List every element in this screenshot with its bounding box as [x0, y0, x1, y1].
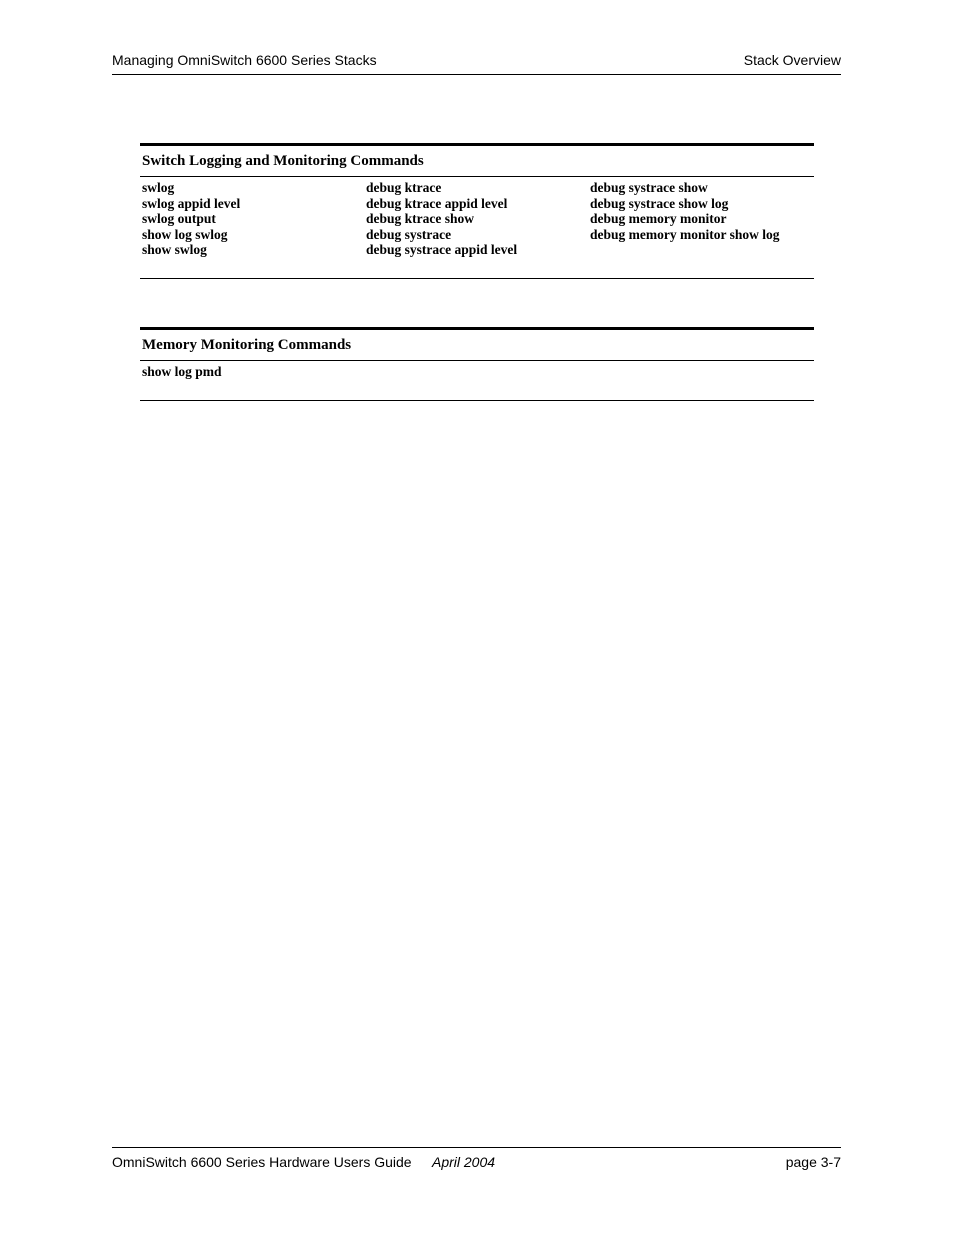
command-item: swlog appid level	[142, 195, 241, 211]
command-item: show log swlog	[142, 226, 228, 242]
guide-title: OmniSwitch 6600 Series Hardware Users Guide	[112, 1154, 412, 1170]
command-item: swlog output	[142, 211, 216, 227]
running-header	[112, 50, 841, 75]
running-footer	[112, 1147, 841, 1172]
command-item: swlog	[142, 180, 175, 195]
section-title: Stack Overview	[743, 52, 841, 68]
command-column-1	[142, 364, 222, 380]
command-item: show swlog	[142, 242, 207, 258]
command-item: debug ktrace appid level	[366, 195, 508, 211]
command-item: debug systrace show	[590, 180, 708, 195]
page-number: page 3-7	[785, 1154, 841, 1170]
command-item: show log pmd	[142, 364, 222, 379]
command-column-2	[366, 180, 517, 258]
command-column-1	[142, 180, 240, 258]
command-columns	[140, 361, 814, 400]
switch-logging-commands-table	[140, 143, 814, 279]
memory-monitoring-commands-table	[140, 327, 814, 401]
command-item: debug ktrace show	[366, 211, 475, 227]
table-title: Switch Logging and Monitoring Commands	[140, 146, 814, 177]
command-item: debug systrace show log	[590, 195, 729, 211]
publication-date: April 2004	[432, 1154, 496, 1170]
command-item: debug systrace	[366, 226, 452, 242]
command-column-3	[590, 180, 780, 242]
command-item: debug memory monitor	[590, 211, 727, 227]
command-item: debug systrace appid level	[366, 242, 518, 258]
command-item: debug memory monitor show log	[590, 226, 780, 242]
chapter-title: Managing OmniSwitch 6600 Series Stacks	[112, 52, 377, 68]
table-title: Memory Monitoring Commands	[140, 330, 814, 361]
command-columns	[140, 177, 814, 278]
command-item: debug ktrace	[366, 180, 442, 195]
